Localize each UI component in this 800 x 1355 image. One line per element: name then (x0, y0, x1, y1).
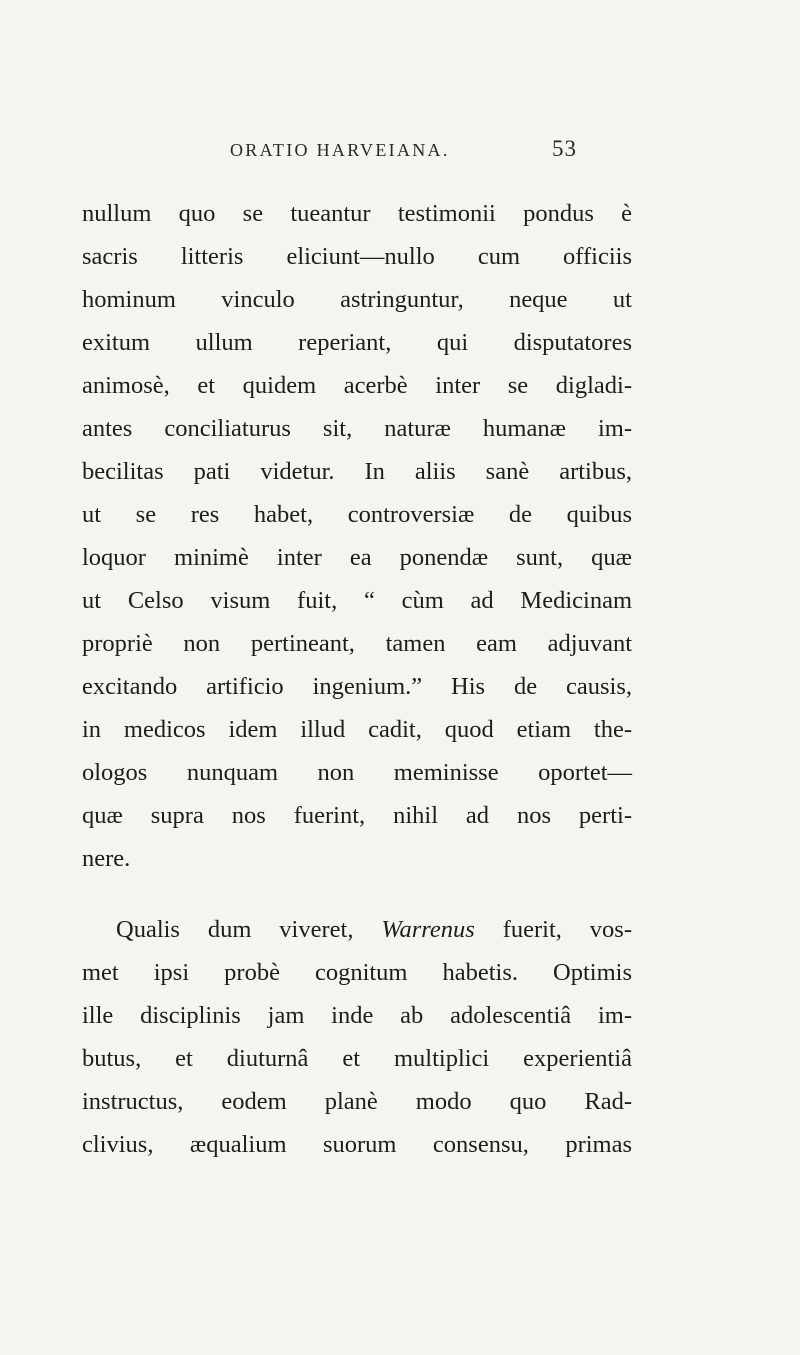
text-line: propriè non pertineant, tamen eam adjuvant (82, 630, 632, 657)
paragraph-2 (82, 908, 632, 1166)
running-head (0, 138, 800, 170)
text-line: nere. (82, 845, 131, 872)
text-line: met ipsi probè cognitum habetis. Optimis (82, 959, 632, 986)
text-line (82, 908, 632, 951)
text-line: butus, et diuturnâ et multiplici experientiâ (82, 1045, 632, 1072)
text-line: sacris litteris eliciunt—nullo cum officiis (82, 243, 632, 270)
text-line: ologos nunquam non meminisse oportet— (82, 759, 632, 786)
text-line: antes conciliaturus sit, naturæ humanæ im- (82, 415, 632, 442)
text-line: instructus, eodem planè modo quo Rad- (82, 1088, 632, 1115)
text-run: Qualis dum viveret, (116, 916, 382, 943)
text-line: exitum ullum reperiant, qui disputatores (82, 329, 632, 356)
text-run: fuerit, vos- (474, 916, 633, 943)
text-line: ut Celso visum fuit, “ cùm ad Medicinam (82, 587, 632, 614)
text-line: hominum vinculo astringuntur, neque ut (82, 286, 632, 313)
text-line: in medicos idem illud cadit, quod etiam the- (82, 716, 632, 743)
paragraph-1 (82, 192, 632, 880)
body-text (82, 192, 632, 1166)
text-line: clivius, æqualium suorum consensu, primas (82, 1131, 632, 1158)
text-line: animosè, et quidem acerbè inter se digladi- (82, 372, 632, 399)
page-number: 53 (552, 136, 577, 161)
text-line: loquor minimè inter ea ponendæ sunt, quæ (82, 544, 632, 571)
running-title: ORATIO HARVEIANA. (230, 140, 450, 160)
text-line: ut se res habet, controversiæ de quibus (82, 501, 632, 528)
text-line: quæ supra nos fuerint, nihil ad nos perti- (82, 802, 632, 829)
paragraph-gap (82, 880, 632, 908)
text-line: becilitas pati videtur. In aliis sanè artibus, (82, 458, 632, 485)
text-line: excitando artificio ingenium.” His de causis, (82, 673, 632, 700)
text-line: ille disciplinis jam inde ab adolescentiâ im- (82, 1002, 632, 1029)
text-line: nullum quo se tueantur testimonii pondus è (82, 200, 632, 227)
italic-name: Warrenus (381, 916, 475, 943)
